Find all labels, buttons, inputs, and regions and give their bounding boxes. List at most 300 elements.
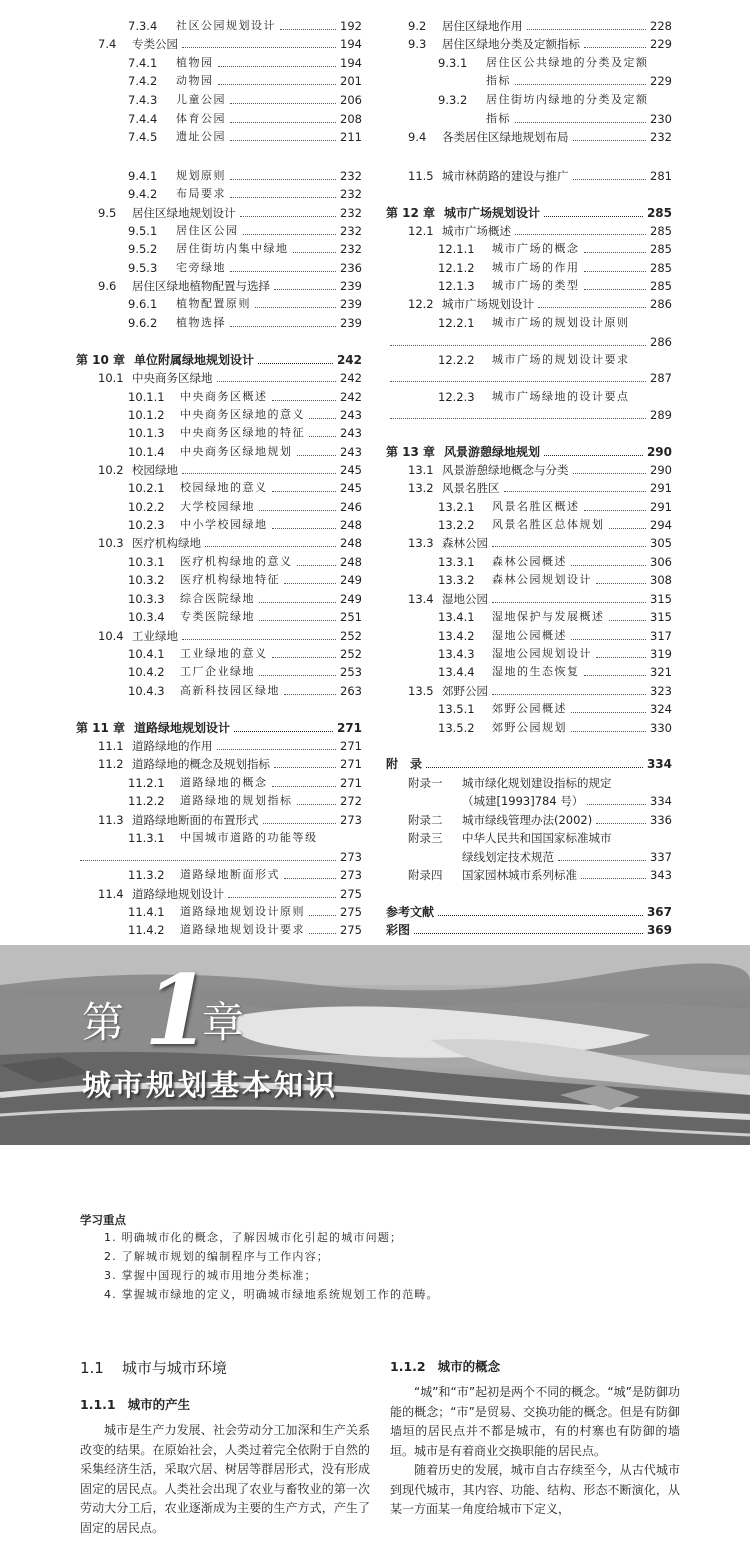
toc-entry	[386, 334, 672, 350]
toc-entry-page: 272	[340, 794, 362, 808]
toc-entry-number: 12.1.3	[438, 279, 475, 293]
toc-entry-number: 彩图	[386, 923, 411, 937]
toc-entry-number: 7.4.2	[128, 74, 158, 88]
toc-entry	[386, 462, 672, 478]
toc-entry-title: 城市绿化规划建设指标的规定	[462, 776, 612, 790]
toc-entry-page: 317	[650, 629, 672, 643]
toc-entry-title: 校园绿地	[132, 463, 178, 477]
toc-entry-number: 9.2	[408, 19, 427, 33]
toc-leader-dots	[527, 29, 646, 30]
toc-leader-dots	[390, 381, 646, 382]
toc-entry-page: 206	[340, 93, 362, 107]
toc-entry-page: 271	[340, 739, 362, 753]
toc-entry-title: 工业绿地	[132, 629, 178, 643]
toc-entry	[76, 73, 362, 89]
toc-entry-number: 11.3.1	[128, 831, 165, 845]
toc-entry-page: 336	[650, 813, 672, 827]
toc-entry-title: （城建[1993]784 号）	[462, 794, 584, 808]
toc-entry-page: 208	[340, 112, 362, 126]
toc-entry-number: 10.3	[98, 536, 124, 550]
toc-entry	[76, 849, 362, 865]
toc-entry-title: 居住街坊内集中绿地	[176, 242, 289, 255]
toc-leader-dots	[218, 84, 336, 85]
toc-leader-dots	[293, 252, 336, 253]
toc-entry-title: 植物园	[176, 56, 214, 69]
toc-entry-page: 232	[340, 187, 362, 201]
toc-entry-title: 道路绿地的规划指标	[180, 794, 293, 807]
toc-entry-title: 湿地的生态恢复	[492, 665, 580, 678]
toc-entry-title: 宅旁绿地	[176, 261, 226, 274]
toc-entry-title: 居住区绿地植物配置与选择	[132, 279, 270, 293]
chapter-title: 城市规划基本知识	[82, 1068, 339, 1102]
toc-entry-page: 253	[340, 665, 362, 679]
toc-entry-number: 11.2.1	[128, 776, 165, 790]
study-focus-item: 4. 掌握城市绿地的定义，明确城市绿地系统规划工作的范畴。	[104, 1288, 439, 1301]
toc-entry-number: 13.4.3	[438, 647, 475, 661]
toc-entry-page: 324	[650, 702, 672, 716]
toc-entry-title: 风景游憩绿地规划	[444, 445, 541, 459]
toc-leader-dots	[272, 786, 336, 787]
toc-entry	[386, 444, 672, 460]
toc-entry-title: 中央商务区概述	[180, 390, 268, 403]
toc-entry	[76, 186, 362, 202]
toc-entry-number: 7.4.1	[128, 56, 158, 70]
toc-entry-number: 7.4	[98, 37, 117, 51]
toc-entry	[386, 55, 672, 71]
toc-entry-title: 城市林荫路的建设与推广	[442, 169, 569, 183]
toc-entry	[386, 609, 672, 625]
toc-leader-dots	[243, 234, 336, 235]
toc-entry	[76, 205, 362, 221]
toc-entry-title: 居住区绿地作用	[442, 19, 523, 33]
toc-entry-number: 参考文献	[386, 905, 435, 919]
toc-entry	[76, 886, 362, 902]
toc-entry-number: 第 10 章	[76, 353, 126, 367]
toc-entry	[386, 867, 672, 883]
toc-entry	[386, 407, 672, 423]
toc-entry	[76, 867, 362, 883]
toc-entry-page: 286	[650, 335, 672, 349]
toc-leader-dots	[584, 510, 646, 511]
toc-leader-dots	[584, 252, 646, 253]
toc-leader-dots	[284, 694, 336, 695]
toc-entry-page: 290	[650, 463, 672, 477]
toc-entry-number: 13.5.2	[438, 721, 475, 735]
toc-entry-title: 中央商务区绿地的意义	[180, 408, 305, 421]
toc-entry-number: 13.3.1	[438, 555, 475, 569]
toc-leader-dots	[584, 47, 646, 48]
toc-entry-page: 275	[340, 923, 362, 937]
toc-leader-dots	[272, 657, 336, 658]
toc-entry	[76, 444, 362, 460]
toc-entry-page: 305	[650, 536, 672, 550]
toc-entry-title: 中央商务区绿地规划	[180, 445, 293, 458]
toc-leader-dots	[297, 455, 336, 456]
toc-entry	[76, 315, 362, 331]
toc-entry-number: 11.2	[98, 757, 124, 771]
toc-entry-number: 9.3.2	[438, 93, 468, 107]
toc-entry-title: 动物园	[176, 74, 214, 87]
toc-entry-number: 12.1.1	[438, 242, 475, 256]
toc-entry-title: 城市绿线管理办法(2002)	[462, 813, 593, 827]
toc-entry	[76, 904, 362, 920]
paragraph: “城”和“市”起初是两个不同的概念。“城”是防御功能的概念；“市”是贸易、交换功能的概念。但是有防御墙垣的居民点并不都是城市，有的村寨也有防御的墙垣。城市是有着商业交换职能的居民点。	[390, 1385, 680, 1458]
toc-entry	[386, 628, 672, 644]
toc-entry-number: 9.5.3	[128, 261, 158, 275]
toc-entry	[76, 793, 362, 809]
toc-entry-page: 308	[650, 573, 672, 587]
toc-entry-title: 城市广场的规划设计要求	[492, 353, 630, 366]
toc-entry-title: 校园绿地的意义	[180, 481, 268, 494]
section-title: 城市的产生	[127, 1397, 191, 1412]
toc-leader-dots	[492, 546, 646, 547]
toc-entry	[386, 830, 672, 846]
toc-entry	[386, 168, 672, 184]
toc-leader-dots	[274, 767, 336, 768]
toc-entry-number: 11.4	[98, 887, 124, 901]
toc-leader-dots	[230, 197, 336, 198]
toc-entry	[76, 111, 362, 127]
toc-entry	[386, 535, 672, 551]
toc-entry	[386, 904, 672, 920]
toc-entry-page: 228	[650, 19, 672, 33]
toc-entry	[76, 646, 362, 662]
toc-entry-page: 273	[340, 868, 362, 882]
toc-entry-page: 249	[340, 573, 362, 587]
toc-leader-dots	[309, 915, 336, 916]
toc-entry-number: 13.5.1	[438, 702, 475, 716]
toc-entry-page: 290	[646, 445, 672, 459]
toc-entry	[76, 664, 362, 680]
toc-entry	[76, 168, 362, 184]
toc-entry-page: 369	[646, 923, 672, 937]
toc-entry-title: 道路绿地断面的布置形式	[132, 813, 259, 827]
toc-entry	[76, 352, 362, 368]
toc-entry-title: 工厂企业绿地	[180, 665, 255, 678]
toc-leader-dots	[272, 400, 336, 401]
toc-entry-number: 9.4.2	[128, 187, 158, 201]
toc-entry-number: 13.3.2	[438, 573, 475, 587]
toc-leader-dots	[544, 455, 643, 456]
section-heading-1-1-2	[390, 1357, 680, 1377]
toc-entry	[76, 36, 362, 52]
toc-entry-number: 9.3	[408, 37, 427, 51]
toc-entry	[386, 18, 672, 34]
toc-entry	[76, 572, 362, 588]
toc-entry-page: 232	[340, 169, 362, 183]
toc-entry-title: 城市广场概述	[442, 224, 511, 238]
toc-entry-title: 综合医院绿地	[180, 592, 255, 605]
toc-entry-title: 植物配置原则	[176, 297, 251, 310]
toc-entry-title: 工业绿地的意义	[180, 647, 268, 660]
toc-entry-number: 9.4.1	[128, 169, 158, 183]
toc-entry-title: 城市广场绿地的设计要点	[492, 390, 630, 403]
toc-entry	[76, 830, 362, 846]
toc-entry-title: 各类居住区绿地规划布局	[442, 130, 569, 144]
toc-entry-page: 263	[340, 684, 362, 698]
toc-entry	[386, 701, 672, 717]
toc-leader-dots	[584, 271, 646, 272]
toc-entry	[386, 591, 672, 607]
toc-entry-number: 10.2.1	[128, 481, 165, 495]
toc-entry-number: 13.3	[408, 536, 434, 550]
toc-entry	[76, 260, 362, 276]
toc-entry	[76, 609, 362, 625]
toc-leader-dots	[538, 307, 646, 308]
toc-entry-page: 271	[340, 776, 362, 790]
toc-entry	[76, 499, 362, 515]
toc-leader-dots	[609, 620, 646, 621]
toc-entry-page: 291	[650, 500, 672, 514]
toc-entry-title: 指标	[486, 112, 511, 125]
study-focus-item: 3. 掌握中国现行的城市用地分类标准；	[104, 1269, 317, 1282]
toc-entry-page: 321	[650, 665, 672, 679]
toc-entry	[76, 18, 362, 34]
chapter-label-prefix: 第	[82, 998, 127, 1047]
toc-entry-page: 337	[650, 850, 672, 864]
toc-entry	[386, 352, 672, 368]
toc-entry-number: 附录二	[408, 813, 443, 827]
toc-entry	[76, 812, 362, 828]
toc-entry-page: 239	[340, 316, 362, 330]
toc-entry-title: 医疗机构绿地	[132, 536, 201, 550]
toc-leader-dots	[492, 602, 646, 603]
section-number: 1.1.1	[80, 1397, 116, 1412]
toc-entry	[76, 628, 362, 644]
section-title: 城市与城市环境	[121, 1359, 227, 1377]
toc-entry-page: 306	[650, 555, 672, 569]
toc-entry-page: 285	[650, 224, 672, 238]
toc-leader-dots	[259, 602, 336, 603]
toc-entry-number: 10.3.4	[128, 610, 165, 624]
toc-leader-dots	[284, 878, 336, 879]
toc-entry	[76, 683, 362, 699]
toc-leader-dots	[228, 897, 336, 898]
toc-entry-number: 12.2	[408, 297, 434, 311]
toc-leader-dots	[255, 307, 336, 308]
toc-entry-title: 社区公园规划设计	[176, 19, 276, 32]
toc-entry	[386, 517, 672, 533]
toc-leader-dots	[263, 823, 336, 824]
toc-entry-number: 11.4.2	[128, 923, 165, 937]
toc-entry-title: 郊野公园概述	[492, 702, 567, 715]
toc-entry-title: 森林公园规划设计	[492, 573, 592, 586]
toc-entry-title: 中小学校园绿地	[180, 518, 268, 531]
toc-entry	[386, 646, 672, 662]
toc-entry	[386, 775, 672, 791]
toc-leader-dots	[596, 823, 646, 824]
toc-entry-title: 中央商务区绿地的特征	[180, 426, 305, 439]
toc-entry-number: 13.5	[408, 684, 434, 698]
toc-entry-title: 绿线划定技术规范	[462, 850, 554, 864]
toc-entry-page: 273	[340, 813, 362, 827]
toc-entry-title: 道路绿地规划设计原则	[180, 905, 305, 918]
toc-entry-number: 13.4.4	[438, 665, 475, 679]
toc-entry	[386, 499, 672, 515]
toc-entry-page: 242	[336, 353, 362, 367]
toc-entry	[76, 591, 362, 607]
toc-leader-dots	[571, 731, 646, 732]
toc-leader-dots	[309, 436, 336, 437]
toc-entry	[386, 572, 672, 588]
toc-entry-title: 植物选择	[176, 316, 226, 329]
toc-leader-dots	[390, 345, 646, 346]
toc-entry-title: 指标	[486, 74, 511, 87]
toc-leader-dots	[182, 639, 336, 640]
toc-leader-dots	[515, 234, 646, 235]
toc-entry-number: 11.4.1	[128, 905, 165, 919]
toc-entry	[386, 111, 672, 127]
toc-entry-page: 242	[340, 390, 362, 404]
section-heading-1-1	[80, 1357, 370, 1379]
toc-entry	[76, 370, 362, 386]
toc-entry-title: 居住区公园	[176, 224, 239, 237]
toc-leader-dots	[581, 878, 646, 879]
toc-entry-title: 郊野公园	[442, 684, 488, 698]
body-right-column	[390, 1353, 680, 1520]
toc-entry-title: 湿地公园规划设计	[492, 647, 592, 660]
toc-entry-page: 330	[650, 721, 672, 735]
toc-entry-page: 287	[650, 371, 672, 385]
toc-entry-page: 248	[340, 536, 362, 550]
toc-entry-title: 国家园林城市系列标准	[462, 868, 577, 882]
study-focus-box	[80, 1212, 700, 1304]
toc-entry-number: 13.1	[408, 463, 434, 477]
toc-entry-number: 10.2.3	[128, 518, 165, 532]
toc-entry-number: 附录三	[408, 831, 443, 845]
toc-leader-dots	[205, 546, 336, 547]
toc-entry-page: 271	[336, 721, 362, 735]
toc-entry-page: 239	[340, 297, 362, 311]
toc-entry	[76, 389, 362, 405]
toc-entry-page: 286	[650, 297, 672, 311]
toc-entry-number: 11.1	[98, 739, 124, 753]
toc-leader-dots	[259, 620, 336, 621]
toc-entry-page: 294	[650, 518, 672, 532]
toc-leader-dots	[230, 179, 336, 180]
toc-entry-page: 243	[340, 445, 362, 459]
toc-entry-title: 城市广场的规划设计原则	[492, 316, 630, 329]
toc-entry-page: 242	[340, 371, 362, 385]
toc-entry-title: 森林公园概述	[492, 555, 567, 568]
toc-entry-title: 居住区公共绿地的分类及定额	[486, 56, 649, 69]
toc-leader-dots	[217, 381, 336, 382]
toc-entry-number: 9.6.2	[128, 316, 158, 330]
toc-entry-page: 252	[340, 647, 362, 661]
toc-entry-title: 儿童公园	[176, 93, 226, 106]
toc-entry-number: 13.4.2	[438, 629, 475, 643]
paragraph: 随着历史的发展，城市自古存续至今，从古代城市到现代城市，其内容、功能、结构、形态不断演化，从某一方面某一角度给城市下定义，	[390, 1463, 680, 1516]
paragraph: 城市是生产力发展、社会劳动分工加深和生产关系改变的结果。在原始社会，人类过着完全依附于自然的采集经济生活，采取穴居、树居等群居形式，没有形成固定的居民点。人类社会出现了农业与畜牧业的第一次劳动大分工后，农业逐渐成为主要的生产方式，产生了固定的居民点。	[80, 1423, 370, 1535]
toc-entry-number: 10.1.2	[128, 408, 165, 422]
toc-entry-title: 规划原则	[176, 169, 226, 182]
toc-entry-page: 236	[340, 261, 362, 275]
toc-entry	[76, 756, 362, 772]
toc-entry-number: 11.3	[98, 813, 124, 827]
toc-entry	[386, 73, 672, 89]
toc-entry-page: 323	[650, 684, 672, 698]
toc-entry-title: 中华人民共和国国家标准城市	[462, 831, 612, 845]
toc-entry	[76, 407, 362, 423]
toc-leader-dots	[492, 694, 646, 695]
toc-leader-dots	[515, 84, 646, 85]
toc-entry-number: 附 录	[386, 757, 423, 771]
toc-entry-page: 285	[650, 279, 672, 293]
toc-entry-title: 道路绿地断面形式	[180, 868, 280, 881]
toc-entry-page: 252	[340, 629, 362, 643]
toc-entry-number: 13.4.1	[438, 610, 475, 624]
toc-leader-dots	[217, 749, 336, 750]
toc-leader-dots	[414, 933, 643, 934]
toc-entry-number: 10.4.2	[128, 665, 165, 679]
toc-entry-number: 9.6	[98, 279, 117, 293]
toc-entry	[386, 683, 672, 699]
chapter-number: 1	[144, 954, 211, 1067]
toc-entry-page: 229	[650, 74, 672, 88]
toc-entry-title: 湿地公园概述	[492, 629, 567, 642]
toc-entry-page: 367	[646, 905, 672, 919]
toc-entry-title: 体育公园	[176, 112, 226, 125]
toc-entry-title: 道路绿地的概念及规划指标	[132, 757, 270, 771]
toc-leader-dots	[573, 179, 646, 180]
toc-entry-number: 7.3.4	[128, 19, 158, 33]
toc-entry-page: 194	[340, 37, 362, 51]
toc-entry-number: 10.2	[98, 463, 124, 477]
toc-entry-page: 201	[340, 74, 362, 88]
toc-entry	[76, 554, 362, 570]
toc-leader-dots	[573, 140, 646, 141]
toc-entry	[76, 241, 362, 257]
toc-entry	[386, 92, 672, 108]
toc-entry-title: 湿地保护与发展概述	[492, 610, 605, 623]
toc-entry	[386, 205, 672, 221]
toc-entry-title: 道路绿地规划设计	[132, 887, 224, 901]
toc-entry-page: 229	[650, 37, 672, 51]
toc-leader-dots	[297, 565, 336, 566]
toc-entry-title: 风景名胜区概述	[492, 500, 580, 513]
toc-entry-number: 第 12 章	[386, 206, 436, 220]
toc-entry-number: 13.2.1	[438, 500, 475, 514]
toc-entry-number: 第 11 章	[76, 721, 126, 735]
toc-entry	[386, 389, 672, 405]
toc-entry-page: 285	[650, 242, 672, 256]
toc-entry-number: 13.2.2	[438, 518, 475, 532]
toc-entry-title: 中央商务区绿地	[132, 371, 213, 385]
toc-entry-page: 315	[650, 592, 672, 606]
toc-entry-title: 道路绿地的概念	[180, 776, 268, 789]
study-focus-heading: 学习重点	[80, 1213, 126, 1227]
toc-entry	[76, 462, 362, 478]
toc-entry-page: 285	[650, 261, 672, 275]
toc-entry-number: 13.2	[408, 481, 434, 495]
toc-entry	[76, 535, 362, 551]
toc-entry-title: 城市广场的概念	[492, 242, 580, 255]
toc-entry-number: 附录一	[408, 776, 443, 790]
toc-entry-page: 245	[340, 481, 362, 495]
toc-entry-title: 道路绿地规划设计要求	[180, 923, 305, 936]
toc-entry-title: 居住区绿地规划设计	[132, 206, 236, 220]
toc-entry-page: 232	[340, 206, 362, 220]
toc-entry-number: 9.3.1	[438, 56, 468, 70]
toc-leader-dots	[571, 712, 646, 713]
toc-entry-title: 医疗机构绿地的意义	[180, 555, 293, 568]
toc-entry-number: 10.3.2	[128, 573, 165, 587]
toc-entry-title: 湿地公园	[442, 592, 488, 606]
section-number: 1.1	[80, 1359, 104, 1377]
toc-entry-page: 230	[650, 112, 672, 126]
toc-entry-title: 医疗机构绿地特征	[180, 573, 280, 586]
toc-entry-page: 232	[340, 224, 362, 238]
